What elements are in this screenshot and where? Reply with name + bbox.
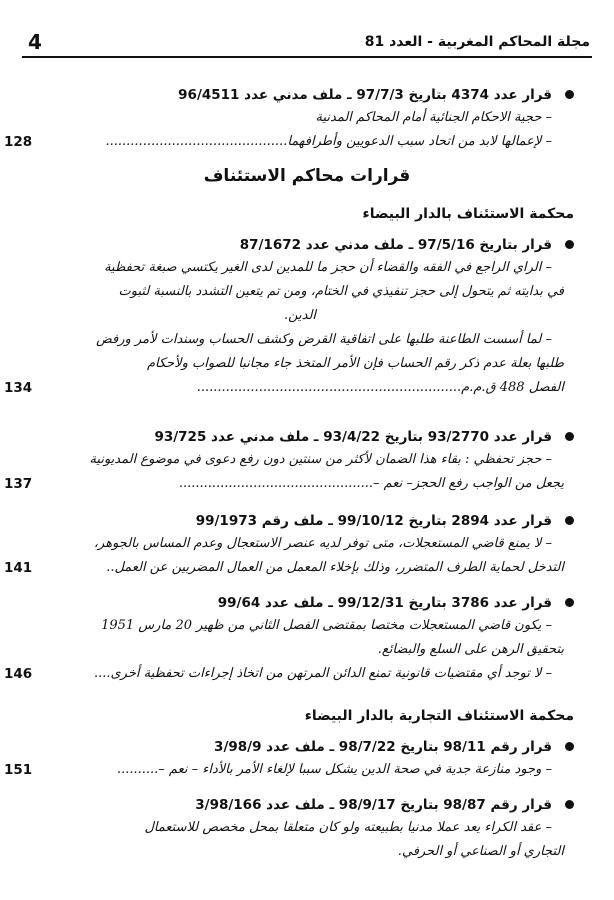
- entry-line: – وجود منازعة جدية في صحة الدين يشكل سببا لإلغاء الأمر بالأداء – نعم –.......... 151: [26, 758, 574, 782]
- page-number: 4: [28, 30, 42, 54]
- entry-line: يجعل من الواجب رفع الحجز– نعم –............................................... 137: [26, 472, 574, 496]
- entry-3-98-166: [26, 794, 574, 864]
- entry-line: – لا توجد أي مقتضيات قانونية تمنع الدائن المرتهن من اتخاذ إجراءات تحفظية أخرى.... 146: [26, 662, 574, 686]
- bullet-icon: [565, 240, 574, 249]
- entry-line: – حجية الاحكام الجنائية أمام المحاكم المدنية: [315, 110, 552, 125]
- entry-heading: قرار رقم 98/87 بتاريخ 98/9/17 ـ ملف عدد 3/98/166: [26, 794, 574, 816]
- entry-99-1973: [4, 510, 574, 580]
- page-reference: 128: [4, 134, 33, 150]
- entry-line: – لا يمنع قاضي المستعجلات، متى توفر لديه عنصر الاستعجال وعدم المساس بالجوهر،: [93, 536, 552, 551]
- bullet-icon: [565, 432, 574, 441]
- entry-line: – لما أسست الطاعنة طلبها على اتفاقية القرض وكشف الحساب وسندات لأمر ورفض: [96, 332, 552, 347]
- court-title: محكمة الاستئناف التجارية بالدار البيضاء: [304, 708, 574, 724]
- entry-line: – يكون قاضي المستعجلات مختصا بمقتضى الفصل الثاني من ظهير 20 مارس 1951: [101, 618, 552, 633]
- entry-1672: [4, 234, 574, 400]
- journal-title: مجلة المحاكم المغربية - العدد 81: [364, 34, 590, 50]
- entry-heading: قرار عدد 93/2770 بتاريخ 93/4/22 ـ ملف مدني عدد 93/725: [26, 426, 574, 448]
- entry-heading: قرار عدد 4374 بتاريخ 97/7/3 ـ ملف مدني عدد 96/4511: [26, 84, 574, 106]
- entry-line: الفصل 488 ق.م.م................................................................ 134: [26, 376, 574, 400]
- page-reference: 141: [4, 560, 33, 576]
- page-reference: 137: [4, 476, 33, 492]
- page-reference: 146: [4, 666, 33, 682]
- entry-heading: قرار رقم 98/11 بتاريخ 98/7/22 ـ ملف عدد 3/98/9: [26, 736, 574, 758]
- entry-line: – الراي الراجع في الفقه والقضاء أن حجز ما للمدين لدى الغير يكتسي صبغة تحفظية: [104, 260, 552, 275]
- entry-line: بتحقيق الرهن على السلع والبضائع.: [377, 642, 564, 657]
- entry-heading: قرار بتاريخ 97/5/16 ـ ملف مدني عدد 87/1672: [26, 234, 574, 256]
- entry-4374: [4, 84, 574, 154]
- entry-line: التجاري أو الصناعي أو الحرفي.: [397, 844, 564, 859]
- bullet-icon: [565, 800, 574, 809]
- entry-line: – حجز تحفظي : بقاء هذا الضمان لأكثر من سنتين دون رفع دعوى في موضوع المديونية: [89, 452, 552, 467]
- entry-line: في بدايته ثم يتحول إلى حجز تنفيذي في الختام، ومن تم يتعين التشدد بالنسبة لثبوت: [118, 284, 564, 299]
- entry-line: – لإعمالها لابد من اتحاد سبب الدعويين وأطرافهما............................................ 128: [26, 130, 574, 154]
- section-title: قرارات محاكم الاستئناف: [203, 166, 411, 186]
- bullet-icon: [565, 516, 574, 525]
- entry-line: – عقد الكراء يعد عملا مدنيا بطبيعته ولو كان متعلقا بمحل مخصص للاستعمال: [144, 820, 552, 835]
- court-title: محكمة الاستئناف بالدار البيضاء: [362, 206, 574, 222]
- page-reference: 134: [4, 380, 33, 396]
- bullet-icon: [565, 742, 574, 751]
- bullet-icon: [565, 598, 574, 607]
- entry-3-98-9: [4, 736, 574, 782]
- running-header: [22, 30, 592, 58]
- entry-heading: قرار عدد 3786 بتاريخ 99/12/31 ـ ملف عدد 99/64: [26, 592, 574, 614]
- page-reference: 151: [4, 762, 33, 778]
- entry-93-725: [4, 426, 574, 496]
- entry-line: الدين.: [283, 308, 317, 323]
- entry-heading: قرار عدد 2894 بتاريخ 99/10/12 ـ ملف رقم 99/1973: [26, 510, 574, 532]
- bullet-icon: [565, 90, 574, 99]
- entry-line: التدخل لحماية الطرف المتضرر، وذلك بإخلاء المعمل من العمال المضربين عن العمل.. 141: [26, 556, 574, 580]
- entry-99-64: [4, 592, 574, 686]
- entry-line: طلبها بعلة عدم ذكر رقم الحساب فإن الأمر المتخذ جاء مجانبا للصواب ولأحكام: [146, 356, 564, 371]
